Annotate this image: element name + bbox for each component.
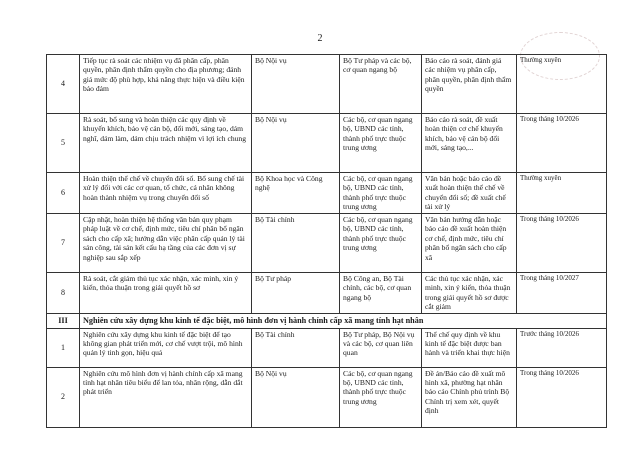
table-row bbox=[47, 328, 607, 367]
task-cell: Nghiên cứu xây dựng khu kinh tế đặc biệt để tạo không gian phát triển mới, cơ chế vượt trội, mô hình quản lý tinh gọn, hiệu quả bbox=[80, 328, 252, 367]
row-number: 6 bbox=[47, 173, 80, 214]
product-cell: Thể chế quy định về khu kinh tế đặc biệt được ban hành và triển khai thực hiện bbox=[422, 328, 517, 367]
table-row bbox=[47, 214, 607, 273]
product-cell: Đề án/Báo cáo đề xuất mô hình xã, phường hạt nhân báo cáo Chính phủ trình Bộ Chính trị xem xét, quyết định bbox=[422, 367, 517, 427]
lead-agency-cell: Bộ Tài chính bbox=[252, 328, 340, 367]
coordinating-agency-cell: Bộ Tư pháp, Bộ Nội vụ và các bộ, cơ quan liên quan bbox=[340, 328, 422, 367]
lead-agency-cell: Bộ Tài chính bbox=[252, 214, 340, 273]
coordinating-agency-cell: Các bộ, cơ quan ngang bộ, UBND các tỉnh, thành phố trực thuộc trung ương bbox=[340, 367, 422, 427]
row-number: 4 bbox=[47, 55, 80, 114]
deadline-cell: Thường xuyên bbox=[517, 55, 607, 114]
table-row bbox=[47, 367, 607, 427]
product-cell: Báo cáo rà soát, đề xuất hoàn thiện cơ chế khuyến khích, bảo vệ cán bộ đổi mới, sáng tạo,... bbox=[422, 114, 517, 173]
lead-agency-cell: Bộ Khoa học và Công nghệ bbox=[252, 173, 340, 214]
lead-agency-cell: Bộ Nội vụ bbox=[252, 114, 340, 173]
section-title: Nghiên cứu xây dựng khu kinh tế đặc biệt, mô hình đơn vị hành chính cấp xã mang tính hạt nhân bbox=[80, 313, 607, 328]
product-cell: Văn bản hướng dẫn hoặc báo cáo đề xuất hoàn thiện cơ chế, định mức, tiêu chí phân bổ ngân sách cho cấp xã bbox=[422, 214, 517, 273]
row-number: 7 bbox=[47, 214, 80, 273]
coordinating-agency-cell: Bộ Tư pháp và các bộ, cơ quan ngang bộ bbox=[340, 55, 422, 114]
row-number: 8 bbox=[47, 273, 80, 314]
coordinating-agency-cell: Các bộ, cơ quan ngang bộ, UBND các tỉnh, thành phố trực thuộc trung ương bbox=[340, 214, 422, 273]
table-row bbox=[47, 55, 607, 114]
row-number: 2 bbox=[47, 367, 80, 427]
task-cell: Cập nhật, hoàn thiện hệ thống văn bản quy phạm pháp luật về cơ chế, định mức, tiêu chí phân bổ ngân sách cho cấp xã; hướng dẫn việc phân cấp quản lý tài sản công, tài sản kết cấu hạ tầng của các đơn vị sự nghiệp sau sắp xếp bbox=[80, 214, 252, 273]
lead-agency-cell: Bộ Nội vụ bbox=[252, 367, 340, 427]
product-cell: Các thủ tục xác nhận, xác minh, xin ý kiến, thỏa thuận trong giải quyết hồ sơ được cắt giảm bbox=[422, 273, 517, 314]
deadline-cell: Thường xuyên bbox=[517, 173, 607, 214]
deadline-cell: Trước tháng 10/2026 bbox=[517, 328, 607, 367]
deadline-cell: Trong tháng 10/2026 bbox=[517, 214, 607, 273]
section-header-row bbox=[47, 313, 607, 328]
task-table bbox=[46, 54, 607, 428]
task-cell: Rà soát, cắt giảm thủ tục xác nhận, xác minh, xin ý kiến, thỏa thuận trong giải quyết hồ sơ bbox=[80, 273, 252, 314]
task-cell: Hoàn thiện thể chế về chuyển đổi số. Bổ sung chế tài xử lý đối với các cơ quan, tổ chức, cá nhân không hoàn thành nhiệm vụ trong chuyển đổi số bbox=[80, 173, 252, 214]
coordinating-agency-cell: Các bộ, cơ quan ngang bộ, UBND các tỉnh, thành phố trực thuộc trung ương bbox=[340, 114, 422, 173]
row-number: 5 bbox=[47, 114, 80, 173]
task-cell: Rà soát, bổ sung và hoàn thiện các quy định về khuyến khích, bảo vệ cán bộ, đổi mới, sáng tạo, dám nghĩ, dám làm, dám chịu trách nhiệm vì lợi ích chung bbox=[80, 114, 252, 173]
lead-agency-cell: Bộ Nội vụ bbox=[252, 55, 340, 114]
deadline-cell: Trong tháng 10/2026 bbox=[517, 367, 607, 427]
deadline-cell: Trong tháng 10/2026 bbox=[517, 114, 607, 173]
product-cell: Báo cáo rà soát, đánh giá các nhiệm vụ phân cấp, phân quyền, phân định thẩm quyền bbox=[422, 55, 517, 114]
table-row bbox=[47, 273, 607, 314]
page-number: 2 bbox=[317, 33, 323, 44]
coordinating-agency-cell: Bộ Công an, Bộ Tài chính, các bộ, cơ quan ngang bộ bbox=[340, 273, 422, 314]
task-cell: Tiếp tục rà soát các nhiệm vụ đã phân cấp, phân quyền, phân định thẩm quyền cho địa phương; đánh giá mức độ phù hợp, khả năng thực hiện và điều kiện bảo đảm bbox=[80, 55, 252, 114]
row-number: 1 bbox=[47, 328, 80, 367]
coordinating-agency-cell: Các bộ, cơ quan ngang bộ, UBND các tỉnh, thành phố trực thuộc trung ương bbox=[340, 173, 422, 214]
lead-agency-cell: Bộ Tư pháp bbox=[252, 273, 340, 314]
product-cell: Văn bản hoặc báo cáo đề xuất hoàn thiện thể chế về chuyển đổi số; đề xuất chế tài xử lý bbox=[422, 173, 517, 214]
section-number: III bbox=[47, 313, 80, 328]
task-cell: Nghiên cứu mô hình đơn vị hành chính cấp xã mang tính hạt nhân tiêu biểu để lan tỏa, nhân rộng, dẫn dắt phát triển bbox=[80, 367, 252, 427]
table-row bbox=[47, 114, 607, 173]
table-row bbox=[47, 173, 607, 214]
deadline-cell: Trong tháng 10/2027 bbox=[517, 273, 607, 314]
